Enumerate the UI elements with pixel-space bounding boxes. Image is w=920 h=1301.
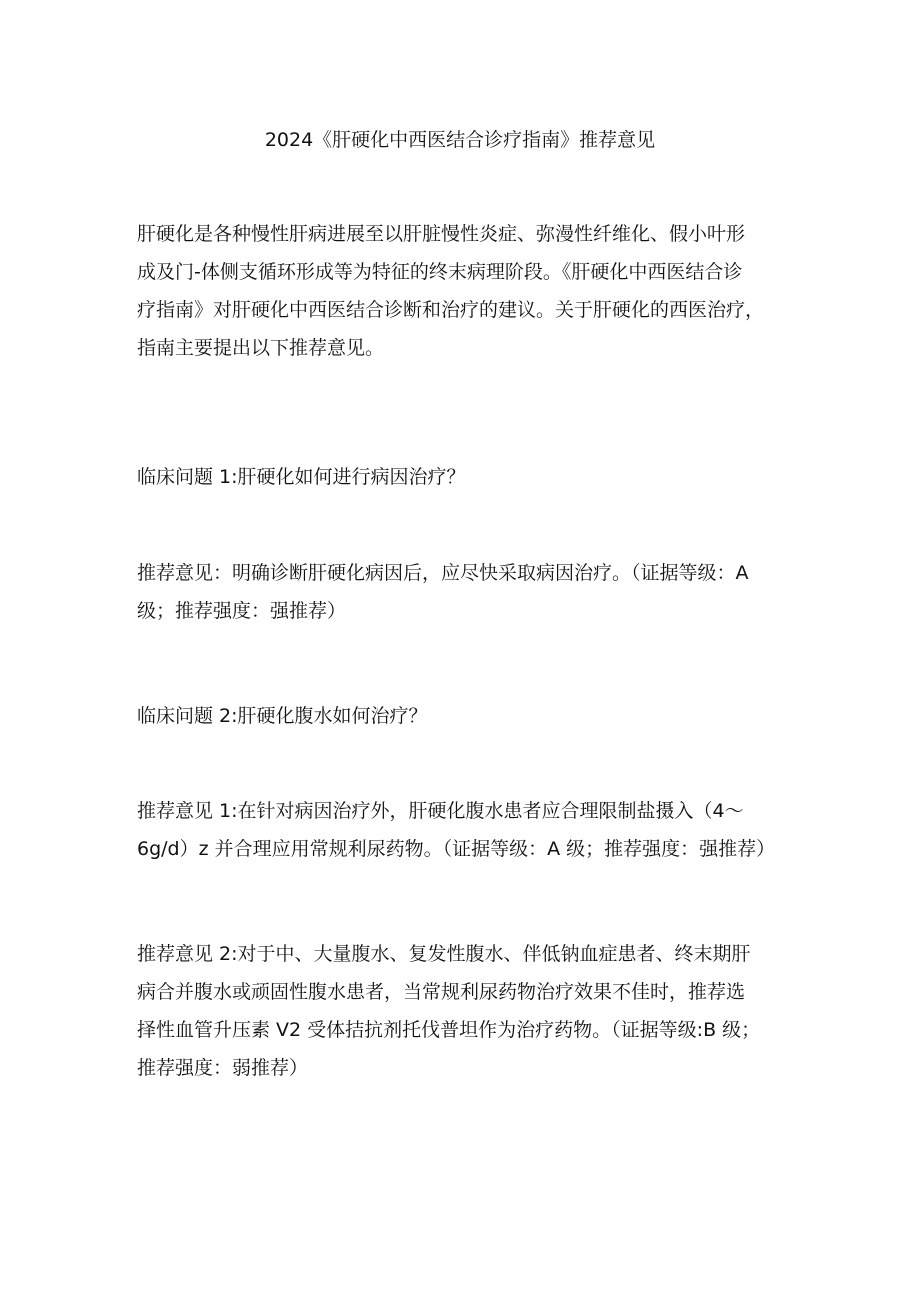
question-text: 临床问题 1:肝硬化如何进行病因治疗？	[137, 466, 466, 488]
recommendation-line: 推荐强度：弱推荐）	[137, 1057, 309, 1079]
recommendation-line: 推荐意见：明确诊断肝硬化病因后，应尽快采取病因治疗。（证据等级：A	[137, 562, 749, 584]
intro-paragraph	[137, 215, 789, 367]
document-title: 2024《肝硬化中西医结合诊疗指南》推荐意见	[264, 129, 656, 151]
intro-line: 指南主要提出以下推荐意见。	[137, 337, 385, 359]
recommendation-1	[137, 554, 789, 630]
recommendation-line: 级；推荐强度：强推荐）	[137, 600, 347, 622]
intro-line: 成及门-体侧支循环形成等为特征的终末病理阶段。《肝硬化中西医结合诊	[137, 261, 743, 283]
recommendation-line: 6g∕d）z 并合理应用常规利尿药物。（证据等级：A 级；推荐强度：强推荐）	[137, 838, 776, 860]
recommendation-line: 病合并腹水或顽固性腹水患者，当常规利尿药物治疗效果不佳时，推荐选	[137, 981, 746, 1003]
recommendation-2-1	[137, 792, 789, 868]
question-text: 临床问题 2:肝硬化腹水如何治疗？	[137, 705, 428, 727]
clinical-question-1	[137, 458, 789, 496]
recommendation-line: 推荐意见 1:在针对病因治疗外，肝硬化腹水患者应合理限制盐摄入（4〜	[137, 800, 744, 822]
recommendation-line: 推荐意见 2:对于中、大量腹水、复发性腹水、伴低钠血症患者、终末期肝	[137, 943, 751, 965]
intro-line: 疗指南》对肝硬化中西医结合诊断和治疗的建议。关于肝硬化的西医治疗，	[137, 299, 765, 321]
clinical-question-2	[137, 697, 789, 735]
recommendation-2-2	[137, 935, 789, 1087]
recommendation-line: 择性血管升压素 V2 受体拮抗剂托伐普坦作为治疗药物。（证据等级:B 级；	[137, 1019, 761, 1041]
intro-line: 肝硬化是各种慢性肝病进展至以肝脏慢性炎症、弥漫性纤维化、假小叶形	[137, 223, 746, 245]
